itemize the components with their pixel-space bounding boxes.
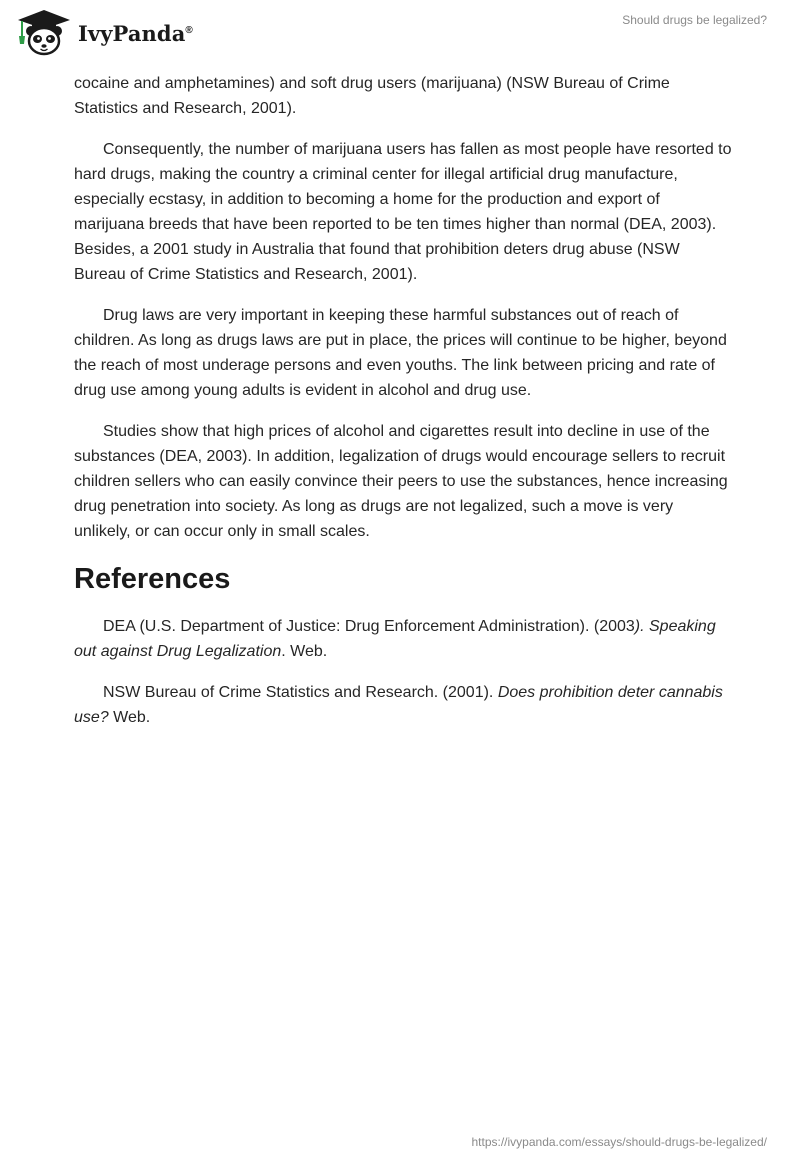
- paragraph: Consequently, the number of marijuana users has fallen as most people have resorted to hard drugs, making the country a criminal center for illegal artificial drug manufacture, especially ecstasy, in addition to becoming a home for the production and export of marijuana breeds that have been reported to be ten times higher than normal (DEA, 2003). Besides, a 2001 study in Australia that found that prohibition deters drug abuse (NSW Bureau of Crime Statistics and Research, 2001).: [74, 141, 732, 283]
- reference-suffix: Web.: [108, 709, 151, 726]
- panda-graduate-icon: [14, 8, 74, 58]
- references-heading: References: [74, 563, 231, 595]
- reference-item: [74, 614, 734, 664]
- paragraph-continuation: cocaine and amphetamines) and soft drug users (marijuana) (NSW Bureau of Crime Statistics and Research, 2001).: [74, 75, 670, 117]
- paragraph: Studies show that high prices of alcohol and cigarettes result into decline in use of the substances (DEA, 2003). In addition, legalization of drugs would encourage sellers to recruit children sellers who can easily convince their peers to use the substances, hence increasing drug penetration into society. As long as drugs are not legalized, such a move is very unlikely, or can occur only in small scales.: [74, 423, 728, 540]
- reference-suffix: . Web.: [281, 643, 328, 660]
- brand-name: IvyPanda®: [78, 20, 193, 46]
- footer-url-link[interactable]: https://ivypanda.com/essays/should-drugs-be-legalized/: [471, 1135, 767, 1149]
- document-title: Should drugs be legalized?: [622, 13, 767, 27]
- reference-text: NSW Bureau of Crime Statistics and Research. (2001).: [103, 684, 498, 701]
- paragraph: Drug laws are very important in keeping these harmful substances out of reach of children. As long as drugs laws are put in place, the prices will continue to be higher, beyond the reach of most underage persons and even youths. The link between pricing and rate of drug use among young adults is evident in alcohol and drug use.: [74, 307, 727, 399]
- page-header: [0, 0, 800, 62]
- reference-title: Does prohibition deter cannabis use?: [74, 684, 723, 726]
- reference-item: [74, 680, 734, 730]
- reference-text: DEA (U.S. Department of Justice: Drug Enforcement Administration). (2003: [103, 618, 635, 635]
- reference-title: ). Speaking out against Drug Legalization: [74, 618, 716, 660]
- registered-mark: ®: [185, 24, 193, 36]
- essay-content: [74, 71, 734, 746]
- brand-logo[interactable]: [14, 8, 193, 58]
